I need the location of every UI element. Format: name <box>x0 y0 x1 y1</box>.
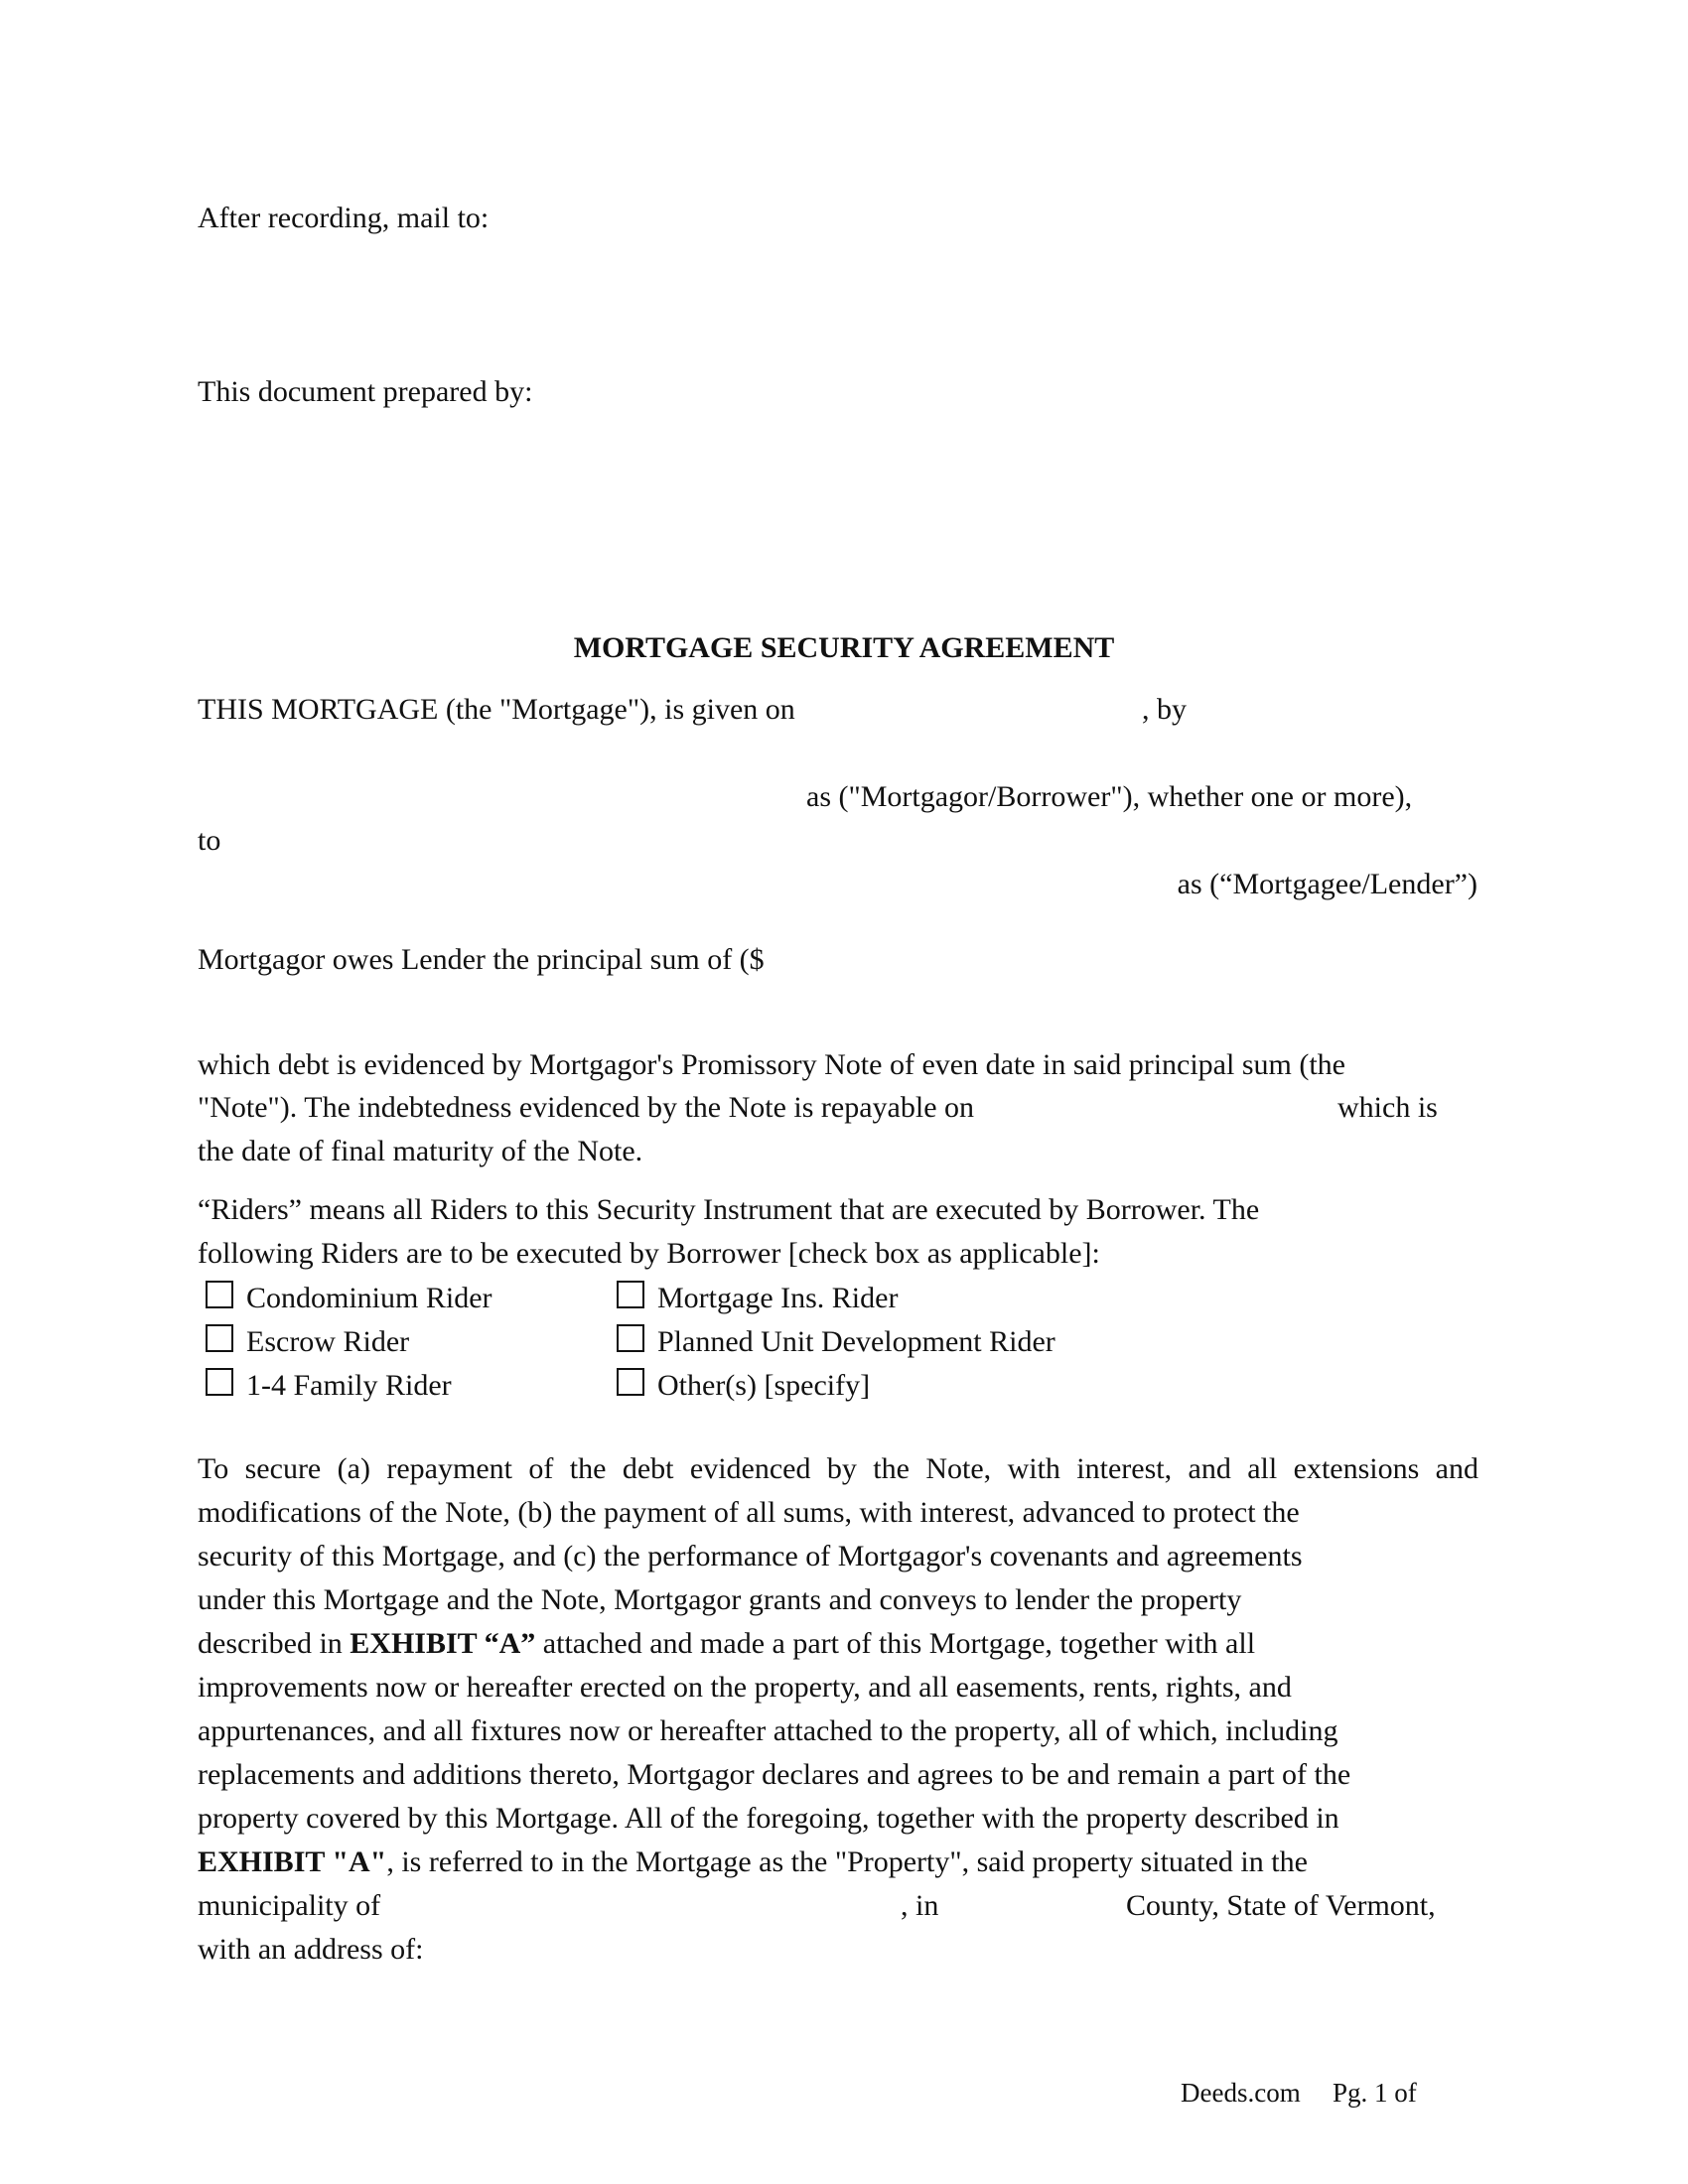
footer-page-number: Pg. 1 of <box>1333 2078 1417 2108</box>
note-line-2: "Note"). The indebtedness evidenced by the Note is repayable on <box>198 1091 975 1124</box>
pud-rider-checkbox[interactable] <box>617 1324 644 1352</box>
county-state: County, State of Vermont, <box>1126 1889 1436 1922</box>
principal-sum: Mortgagor owes Lender the principal sum of ($ <box>198 943 765 976</box>
escrow-rider-label: Escrow Rider <box>246 1325 410 1358</box>
condominium-rider-label: Condominium Rider <box>246 1282 492 1314</box>
note-line-2-end: which is <box>1337 1091 1438 1124</box>
secure-paragraph <box>198 1447 1478 1972</box>
secure-line: modifications of the Note, (b) the payment of all sums, with interest, advanced to protect the <box>198 1496 1300 1529</box>
exhibit-a-reference: EXHIBIT "A" <box>198 1845 387 1878</box>
secure-text: described in <box>198 1627 343 1660</box>
riders-line-2: following Riders are to be executed by Borrower [check box as applicable]: <box>198 1237 1100 1270</box>
intro-given-on: THIS MORTGAGE (the "Mortgage"), is given on <box>198 693 795 726</box>
note-line-3: the date of final maturity of the Note. <box>198 1135 643 1167</box>
county-separator: , in <box>901 1889 939 1922</box>
secure-line: replacements and additions thereto, Mortgagor declares and agrees to be and remain a part of the <box>198 1758 1351 1791</box>
mail-to-label: After recording, mail to: <box>198 202 490 234</box>
other-rider-checkbox[interactable] <box>617 1368 644 1396</box>
one-four-family-rider-label: 1-4 Family Rider <box>246 1369 452 1402</box>
one-four-family-rider-checkbox[interactable] <box>206 1368 233 1396</box>
secure-text: attached and made a part of this Mortgage, together with all <box>542 1627 1256 1660</box>
mortgage-ins-rider-label: Mortgage Ins. Rider <box>657 1282 899 1314</box>
note-line-1: which debt is evidenced by Mortgagor's Promissory Note of even date in said principal sum (the <box>198 1048 1345 1081</box>
pud-rider-label: Planned Unit Development Rider <box>657 1325 1055 1358</box>
municipality-label: municipality of <box>198 1889 381 1922</box>
secure-text: , is referred to in the Mortgage as the "Property", said property situated in the <box>386 1845 1308 1878</box>
secure-line: under this Mortgage and the Note, Mortgagor grants and conveys to lender the property <box>198 1583 1242 1616</box>
exhibit-a-reference: EXHIBIT “A” <box>350 1627 536 1660</box>
mortgagor-designation: as ("Mortgagor/Borrower"), whether one or more), <box>806 780 1413 813</box>
mortgage-ins-rider-checkbox[interactable] <box>617 1281 644 1308</box>
intro-to: to <box>198 824 221 857</box>
riders-line-1: “Riders” means all Riders to this Security Instrument that are executed by Borrower. The <box>198 1193 1260 1226</box>
secure-line-exhibit <box>198 1622 1478 1666</box>
secure-line: improvements now or hereafter erected on the property, and all easements, rents, rights, and <box>198 1671 1292 1704</box>
intro-by: , by <box>1142 693 1187 726</box>
secure-line: security of this Mortgage, and (c) the performance of Mortgagor's covenants and agreements <box>198 1540 1303 1572</box>
prepared-by-label: This document prepared by: <box>198 375 533 408</box>
secure-line: appurtenances, and all fixtures now or hereafter attached to the property, all of which, including <box>198 1714 1338 1747</box>
escrow-rider-checkbox[interactable] <box>206 1324 233 1352</box>
footer-site: Deeds.com <box>1181 2078 1301 2108</box>
condominium-rider-checkbox[interactable] <box>206 1281 233 1308</box>
secure-line: To secure (a) repayment of the debt evidenced by the Note, with interest, and all extensions and <box>198 1452 1478 1485</box>
secure-line: with an address of: <box>198 1933 424 1966</box>
secure-line-municipality <box>198 1884 1478 1928</box>
document-title: MORTGAGE SECURITY AGREEMENT <box>573 631 1115 664</box>
mortgagee-designation: as (“Mortgagee/Lender”) <box>1177 868 1477 900</box>
secure-line-exhibit <box>198 1841 1478 1884</box>
secure-line: property covered by this Mortgage. All of the foregoing, together with the property described in <box>198 1802 1339 1835</box>
other-rider-label: Other(s) [specify] <box>657 1369 871 1402</box>
